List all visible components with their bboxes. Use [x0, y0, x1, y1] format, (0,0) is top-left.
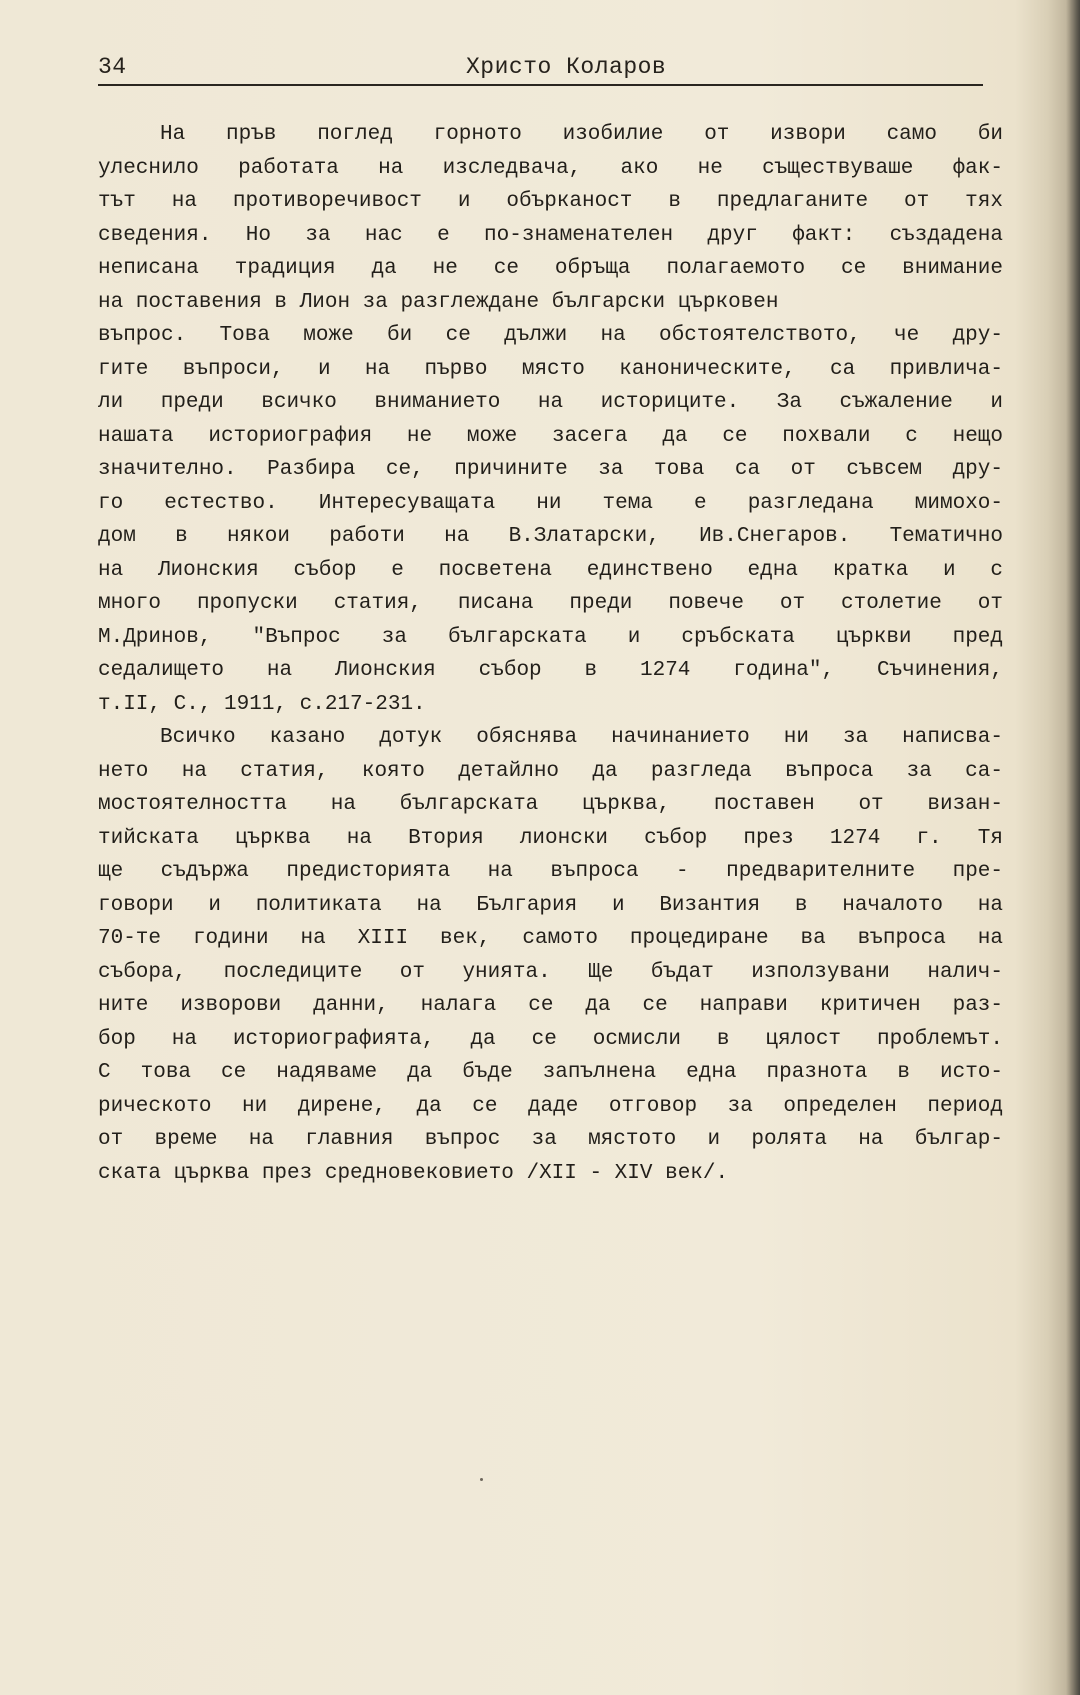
text-line: ще съдържа предисторията на въпроса - предварителните пре- [98, 860, 1003, 883]
text-line: значително. Разбира се, причините за това са от съвсем дру- [98, 458, 1003, 481]
text-line: много пропуски статия, писана преди повече от столетие от [98, 592, 1003, 615]
running-head-author: Христо Коларов [466, 54, 667, 80]
text-line: ската църква през средновековието /XII - XIV век/. [98, 1161, 729, 1185]
text-line: ли преди всичко вниманието на историците. За съжаление и [98, 391, 1003, 414]
text-line: На пръв поглед горното изобилие от извори само би [160, 123, 1003, 146]
text-line: говори и политиката на България и Византия в началото на [98, 893, 1003, 917]
text-line: улеснило работата на изследвача, ако не съществуваше фак- [98, 156, 1003, 180]
text-line: нашата историография не може засега да се похвали с нещо [98, 424, 1003, 448]
page-number: 34 [98, 54, 127, 80]
text-line: М.Дринов, "Въпрос за българската и сръбската църкви пред [98, 625, 1003, 649]
paragraph-2 [98, 721, 1003, 1190]
scan-speck [480, 1478, 483, 1481]
text-line: го естество. Интересуващата ни тема е разгледана мимохо- [98, 491, 1003, 515]
text-line: сведения. Но за нас е по-знаменателен друг факт: създадена [98, 223, 1003, 247]
text-line: седалището на Лионския събор в 1274 година", Съчинения, [98, 659, 1003, 682]
text-line: т.II, С., 1911, с.217-231. [98, 692, 426, 716]
body-text [98, 118, 1003, 1190]
text-line: ните изворови данни, налага се да се направи критичен раз- [98, 994, 1003, 1017]
text-line: въпрос. Това може би се дължи на обстоятелството, че дру- [98, 324, 1003, 347]
text-line: на Лионския събор е посветена единствено една кратка и с [98, 558, 1003, 582]
text-line: на поставения в Лион за разглеждане български църковен [98, 290, 779, 314]
text-line: тийската църква на Втория лионски събор през 1274 г. Тя [98, 826, 1003, 850]
text-line: 70-те години на XIII век, самото процедиране ва въпроса на [98, 927, 1003, 950]
text-line: мостоятелността на българската църква, поставен от визан- [98, 793, 1003, 816]
text-line: от време на главния въпрос за мястото и ролята на българ- [98, 1128, 1003, 1151]
page-edge-shadow [1066, 0, 1080, 1695]
text-line: дом в някои работи на В.Златарски, Ив.Снегаров. Тематично [98, 525, 1003, 548]
text-line: Всичко казано дотук обяснява начинанието ни за написва- [160, 726, 1003, 749]
running-header [98, 50, 983, 86]
text-line: С това се надяваме да бъде запълнена една празнота в исто- [98, 1061, 1003, 1084]
text-line: рическото ни дирене, да се даде отговор за определен период [98, 1094, 1003, 1118]
text-line: събора, последиците от унията. Ще бъдат използувани налич- [98, 960, 1003, 984]
text-line: гите въпроси, и на първо място каноническите, са привлича- [98, 357, 1003, 381]
text-line: бор на историографията, да се осмисли в цялост проблемът. [98, 1027, 1003, 1051]
text-line: неписана традиция да не се обръща полагаемото се внимание [98, 257, 1003, 280]
text-line: нето на статия, която детайлно да разгледа въпроса за са- [98, 759, 1003, 783]
text-line: тът на противоречивост и обърканост в предлаганите от тях [98, 190, 1003, 213]
paragraph-1 [98, 118, 1003, 721]
